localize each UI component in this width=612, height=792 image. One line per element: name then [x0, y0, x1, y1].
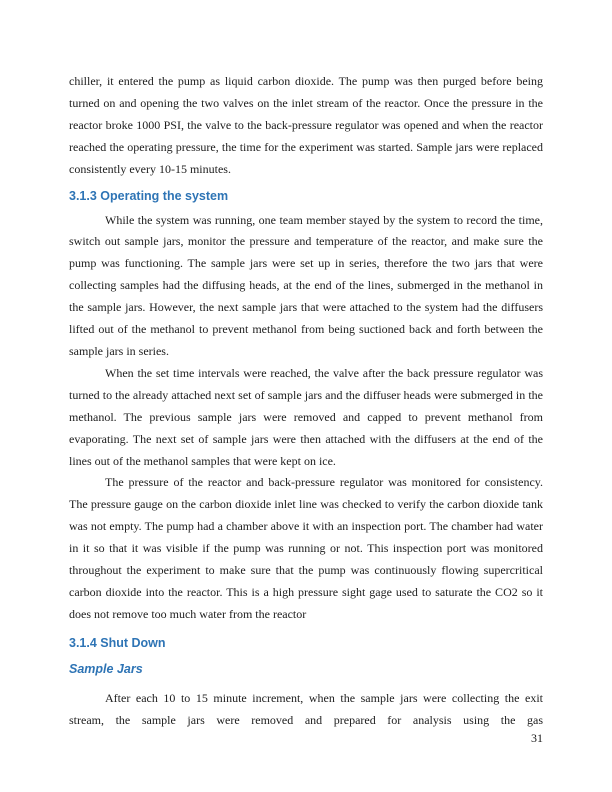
paragraph-set-time-intervals: When the set time intervals were reached, the valve after the back pressure regulator was turned to the already attached next set of sample jars and the diffuser heads were submerged in the methanol. The previous sample jars were removed and capped to prevent methanol from evaporating. The next set of sample jars were then attached with the diffusers at the end of the lines out of the methanol samples that were kept on ice.	[69, 365, 543, 468]
paragraph-after-each-increment: After each 10 to 15 minute increment, when the sample jars were collecting the exit stream, the sample jars were removed and prepared for analysis using the gas	[69, 690, 543, 727]
paragraph-chiller-continuation: chiller, it entered the pump as liquid carbon dioxide. The pump was then purged before being turned on and opening the two valves on the inlet stream of the reactor. Once the pressure in the reactor broke 1000 PSI, the valve to the back-pressure regulator was opened and when the reactor reached the operating pressure, the time for the experiment was started. Sample jars were replaced consistently every 10-15 minutes.	[69, 74, 543, 176]
heading-3-1-4-shut-down: 3.1.4 Shut Down	[69, 635, 166, 650]
heading-3-1-3-operating-the-system: 3.1.3 Operating the system	[69, 188, 229, 203]
page-number: 31	[531, 731, 543, 745]
paragraph-pressure-monitoring: The pressure of the reactor and back-pressure regulator was monitored for consistency. The pressure gauge on the carbon dioxide inlet line was checked to verify the carbon dioxide tank was not empty. The pump had a chamber above it with an inspection port. The chamber had water in it so that it was visible if the pump was running or not. This inspection port was monitored throughout the experiment to make sure that the pump was continuously flowing supercritical carbon dioxide into the reactor. This is a high pressure sight gage used to saturate the CO2 so it does not remove too much water from the reactor	[69, 475, 543, 621]
subheading-sample-jars: Sample Jars	[69, 661, 143, 676]
paragraph-while-system-running: While the system was running, one team member stayed by the system to record the time, switch out sample jars, monitor the pressure and temperature of the reactor, and make sure the pump was functioning. The sample jars were set up in series, therefore the two jars that were collecting samples had the diffusing heads, at the end of the lines, submerged in the methanol in the sample jars. However, the next sample jars that were attached to the system had the diffusers lifted out of the methanol to prevent methanol from being suctioned back and forth between the sample jars in series.	[69, 212, 543, 358]
document-body	[69, 71, 543, 732]
